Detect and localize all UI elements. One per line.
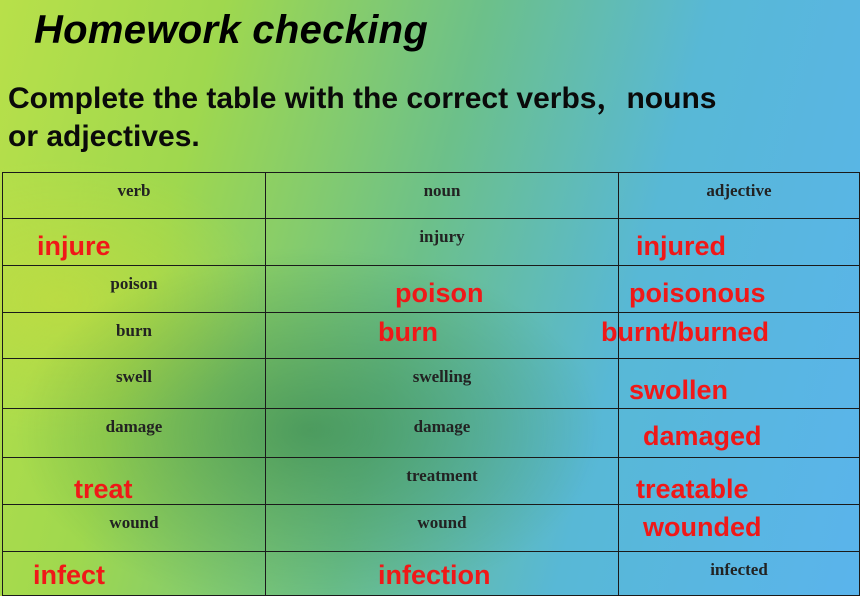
instruction-line-2: or adjectives. (8, 120, 200, 153)
given-text: swelling (412, 367, 472, 386)
instruction-line-1: Complete the table with the correct verbs，nouns (8, 82, 717, 115)
table-cell (619, 409, 860, 458)
answer-text: infection (378, 560, 491, 590)
table-cell (266, 266, 619, 313)
given-text: wound (417, 513, 467, 532)
answer-text: wounded (643, 512, 762, 542)
table-row (3, 409, 860, 458)
given-text: burn (116, 321, 152, 340)
answer-text: swollen (629, 375, 729, 405)
given-text: infected (710, 560, 768, 579)
header-noun: noun (423, 181, 461, 200)
table-row (3, 552, 860, 596)
answer-text: treat (74, 474, 133, 504)
table-cell (3, 409, 266, 458)
table-cell (266, 409, 619, 458)
table-cell (3, 266, 266, 313)
header-cell (266, 173, 619, 219)
table-cell (3, 359, 266, 409)
vocabulary-table (2, 172, 860, 596)
header-cell (3, 173, 266, 219)
table-cell (601, 313, 860, 359)
answer-text: poisonous (629, 278, 766, 308)
table-cell (3, 458, 266, 505)
table-cell (266, 458, 619, 505)
answer-text: damaged (643, 421, 762, 451)
answer-text: treatable (636, 474, 749, 504)
given-text: damage (105, 417, 163, 436)
table-row (3, 219, 860, 266)
table-cell (3, 552, 266, 596)
given-text: injury (419, 227, 465, 246)
answer-text: burn (378, 317, 438, 347)
table-cell (266, 219, 619, 266)
table-row (3, 458, 860, 505)
table-cell (266, 359, 619, 409)
table-cell (619, 552, 860, 596)
given-text: poison (110, 274, 158, 293)
table-row (3, 266, 860, 313)
table-cell (3, 505, 266, 552)
table-row (3, 359, 860, 409)
table-cell (266, 505, 619, 552)
header-adjective: adjective (706, 181, 772, 200)
answer-text: injured (636, 231, 727, 261)
table-cell (619, 219, 860, 266)
table-cell (619, 458, 860, 505)
header-verb: verb (117, 181, 151, 200)
answer-text: infect (33, 560, 106, 590)
table-cell (619, 266, 860, 313)
table-row (3, 505, 860, 552)
table-cell (266, 313, 619, 359)
table-row (3, 313, 860, 359)
answer-text: poison (395, 278, 484, 308)
answer-text: injure (37, 231, 111, 261)
instruction-text (8, 80, 848, 156)
table-cell (3, 219, 266, 266)
table-cell (3, 313, 266, 359)
given-text: wound (109, 513, 159, 532)
header-cell (619, 173, 860, 219)
table-cell (619, 505, 860, 552)
page-title: Homework checking (34, 8, 429, 52)
table-header-row (3, 173, 860, 219)
table-cell (266, 552, 619, 596)
given-text: swell (116, 367, 152, 386)
table-cell (619, 359, 860, 409)
given-text: treatment (406, 466, 478, 485)
answer-text: burnt/burned (601, 317, 769, 347)
given-text: damage (413, 417, 471, 436)
